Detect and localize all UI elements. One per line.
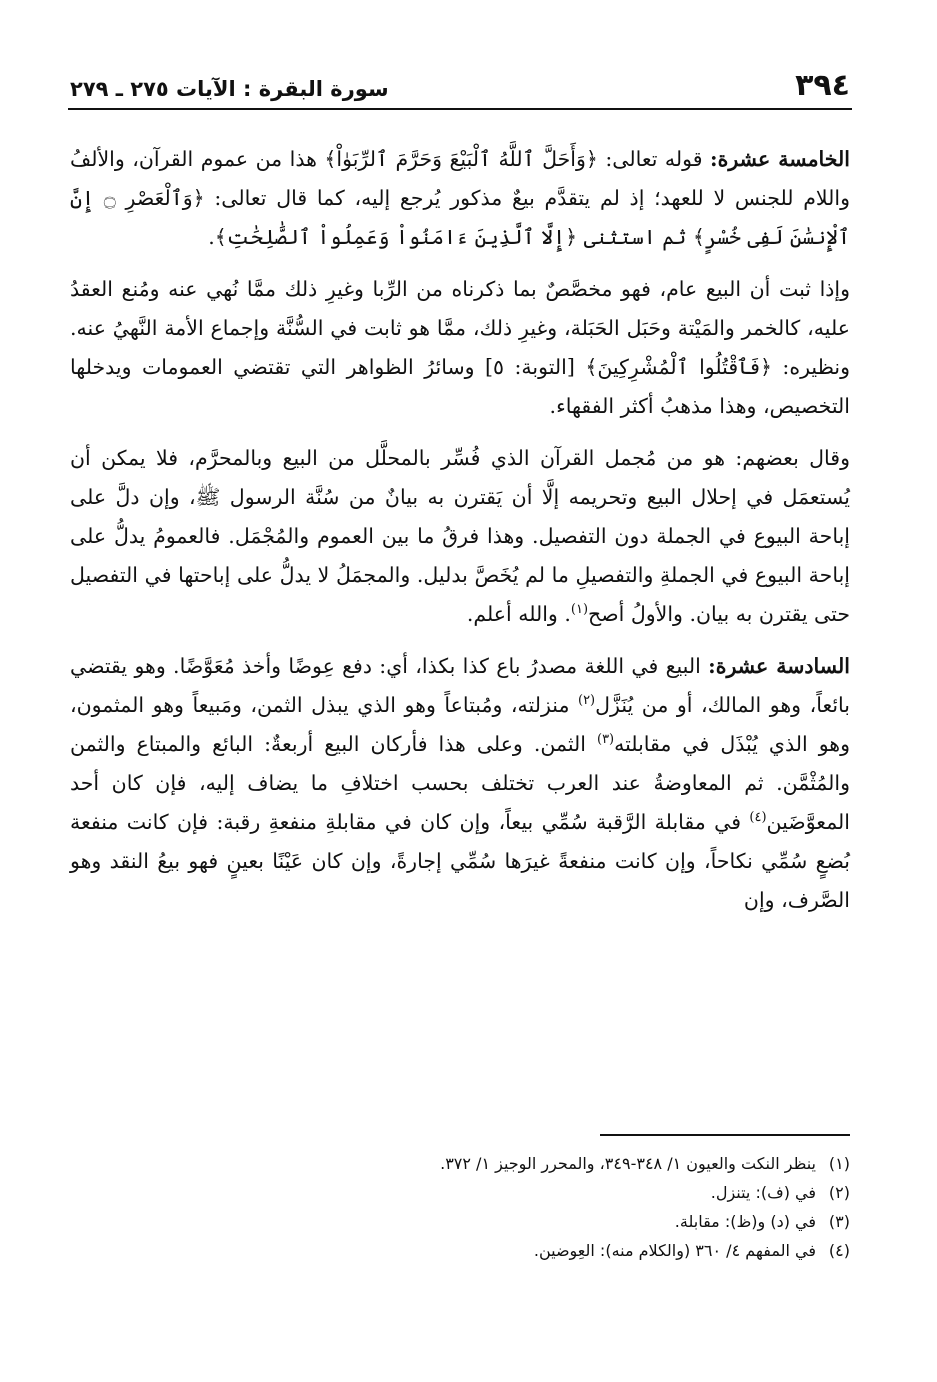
page-header bbox=[70, 64, 850, 104]
footnote-2 bbox=[70, 1178, 850, 1207]
paragraph-text: وإذا ثبت أن البيع عام، فهو مخصَّصٌ بما ذكرناه من الرِّبا وغيرِ ذلك ممَّا نُهي عنه ومُنع العقدُ عليه، كالخمر والمَيْتة وحَبَل الحَبَلة، وغيرِ ذلك، ممَّا هو ثابت في السُّنَّة وإجماع الأمة النَّهيُ عنه. ونظيره: ﴿فَٱقْتُلُوا ٱلْمُشْرِكِينَ﴾ [التوبة: ٥] وسائرُ الظواهر التي تقتضي العمومات ويدخلها التخصيص، وهذا مذهبُ أكثر الفقهاء. bbox=[70, 277, 850, 418]
footnote-text: ينظر النكت والعيون ١/ ٣٤٨-٣٤٩، والمحرر الوجيز ١/ ٣٧٢. bbox=[440, 1154, 816, 1173]
footnote-text: في المفهم ٤/ ٣٦٠ (والكلام منه): العِوضين. bbox=[533, 1241, 816, 1260]
paragraph-text: . والله أعلم. bbox=[466, 602, 571, 626]
footnotes bbox=[70, 1149, 850, 1265]
footnote-text: في (ف): يتنزل. bbox=[710, 1183, 816, 1202]
section-heading: الخامسة عشرة: bbox=[710, 147, 850, 171]
footnote-ref-1[interactable]: (١) bbox=[570, 602, 589, 618]
footnote-ref-3[interactable]: (٣) bbox=[596, 732, 615, 748]
footnote-3 bbox=[70, 1207, 850, 1236]
paragraph-text: الثمن. وعلى هذا فأركان البيع أربعةٌ: البائع والمبتاع والثمن والمُثْمَّن. ثم المعاوضةُ عند العرب تختلف بحسب اختلافِ ما يضاف إليه، فإن كان أحد المعوَّضَين bbox=[70, 732, 850, 834]
paragraph-mujmal bbox=[70, 439, 850, 634]
footnote-ref-4[interactable]: (٤) bbox=[749, 810, 767, 826]
footnote-4 bbox=[70, 1236, 850, 1265]
footnote-1 bbox=[70, 1149, 850, 1178]
footnote-text: في (د) و(ظ): مقابلة. bbox=[674, 1212, 816, 1231]
running-title: سورة البقرة : الآيات ٢٧٥ ـ ٢٧٩ bbox=[70, 77, 389, 101]
paragraph-text: قوله تعالى: ﴿وَأَحَلَّ ٱللَّهُ ٱلْبَيْعَ وَحَرَّمَ ٱلرِّبَوٰاْ﴾ هذا من عموم القرآن، والألفُ واللام للجنس لا للعهد؛ إذ لم يتقدَّم بيعٌ مذكور يُرجع إليه، كما قال تعالى: ﴿وَٱلْعَصْرِ ۝ إِنَّ ٱلْإِنسَٰنَ لَفِى خُسْرٍ﴾ ثم استثنى ﴿إِلَّا ٱلَّذِينَ ءَامَنُواْ وَعَمِلُواْ ٱلصَّٰلِحَٰتِ﴾. bbox=[70, 147, 850, 249]
footnote-number: (٣) bbox=[828, 1212, 850, 1231]
footnote-divider bbox=[600, 1134, 850, 1136]
paragraph-text: وقال بعضهم: هو من مُجمل القرآن الذي فُسِّر بالمحلَّل من البيع وبالمحرَّم، فلا يمكن أن يُستعمَل في إحلال البيع وتحريمه إلَّا أن يَقترن به بيانٌ من سُنَّة الرسول ﷺ، وإن دلَّ على إباحة البيوع في الجملة دون التفصيل. وهذا فرقُ ما بين العموم والمُجْمَل. فالعمومُ يدلُّ على إباحة البيوع في الجملةِ والتفصيلِ ما لم يُخَصَّ بدليل. والمجمَلُ لا يدلُّ على إباحتها في التفصيل حتى يقترن به بيان. والأولُ أصح bbox=[70, 446, 850, 626]
section-heading: السادسة عشرة: bbox=[708, 654, 850, 678]
footnote-number: (٢) bbox=[828, 1183, 850, 1202]
page-number: ٣٩٤ bbox=[795, 68, 850, 103]
paragraph-text: في مقابلة الرَّقبة سُمِّي بيعاً، وإن كان في مقابلةِ منفعةِ رقبة: فإن كانت منفعة بُضعٍ سُمِّي نكاحاً، وإن كانت منفعةً غيرَها سُمِّي إجارةً، وإن كان عَيْنًا بعينٍ فهو بيعُ النقد وهو الصَّرف، وإن bbox=[70, 810, 850, 912]
main-text bbox=[70, 140, 850, 933]
footnote-ref-2[interactable]: (٢) bbox=[577, 693, 596, 709]
header-divider bbox=[68, 108, 852, 110]
paragraph-15 bbox=[70, 140, 850, 257]
paragraph-16 bbox=[70, 647, 850, 920]
paragraph-specialization bbox=[70, 270, 850, 426]
paragraph-text: منزلته، ومُبتاعاً وهو الذي يبذل الثمن، ومَبيعاً وهو المثمون، وهو الذي يُبْذَل في مقابلته bbox=[70, 693, 850, 756]
footnote-number: (١) bbox=[828, 1154, 850, 1173]
footnote-number: (٤) bbox=[828, 1241, 850, 1260]
paragraph-text: البيع في اللغة مصدرُ باع كذا بكذا، أي: دفع عِوضًا وأخذ مُعَوَّضًا. وهو يقتضي بائعاً، وهو المالك، أو من يُنَزَّل bbox=[70, 654, 851, 717]
